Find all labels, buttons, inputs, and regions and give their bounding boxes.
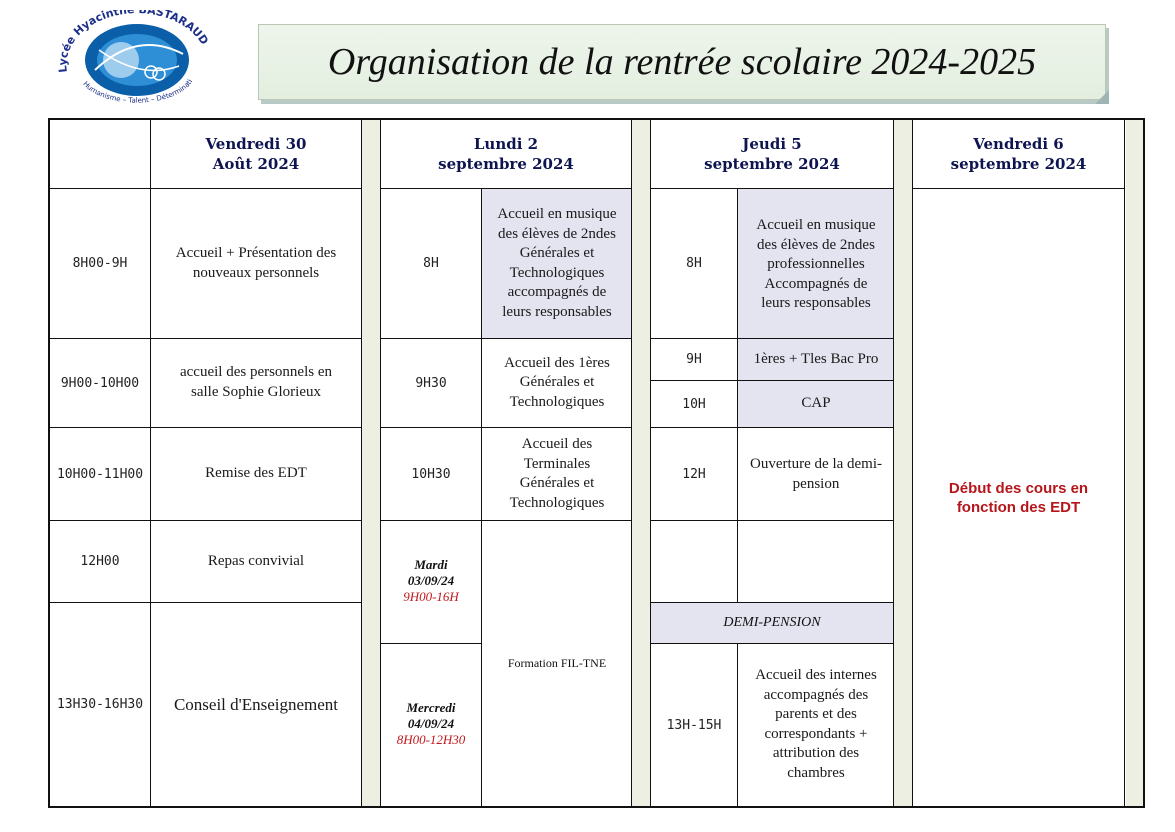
day-header-fri30: Vendredi 30 Août 2024 xyxy=(205,135,307,173)
grid-line xyxy=(1124,118,1125,807)
separator-strip xyxy=(894,118,912,807)
activity-cell: 1ères + Tles Bac Pro xyxy=(753,350,879,367)
title-fold-decoration xyxy=(1095,90,1109,104)
activity-cell: Accueil en musique des élèves de 2ndes professionnelles Accompagnés de leurs responsables xyxy=(756,217,876,311)
time-cell: 13H-15H xyxy=(666,717,722,733)
logo-school-name: Lycée Hyacinth ASTARAUD xyxy=(56,10,211,74)
time-cell: 8H xyxy=(423,256,439,271)
activity-cell: Conseil d'Enseignement xyxy=(173,694,339,714)
activity-cell: Accueil en musique des élèves de 2ndes Générales et Technologiques accompagnés de leurs responsables xyxy=(497,206,617,320)
training-cell: Formation FIL-TNE xyxy=(507,656,607,670)
title-banner xyxy=(258,24,1106,100)
activity-cell: Ouverture de la demi- pension xyxy=(749,456,883,492)
wednesday-cell xyxy=(381,644,481,806)
tuesday-date: 03/09/24 xyxy=(407,573,455,588)
time-cell: 10H xyxy=(682,396,706,412)
activity-cell: Accueil des internes accompagnés des parents et des correspondants + attribution des chambres xyxy=(755,667,877,781)
grid-line xyxy=(48,806,1145,808)
time-cell: 12H xyxy=(682,466,706,482)
time-cell: 9H xyxy=(686,352,702,367)
wednesday-hours: 8H00-12H30 xyxy=(396,732,466,747)
time-cell: 8H00-9H xyxy=(72,256,128,271)
activity-cell: Remise des EDT xyxy=(205,465,307,482)
time-cell: 10H00-11H00 xyxy=(56,466,144,482)
separator-strip xyxy=(362,118,380,807)
wednesday-label: Mercredi xyxy=(406,700,456,715)
day-header-fri6: Vendredi 6 septembre 2024 xyxy=(950,135,1087,173)
lunch-cell: DEMI-PENSION xyxy=(723,615,821,630)
logo-motto: Humanisme – Talent – Déterminati xyxy=(81,77,195,105)
activity-cell: Accueil des 1ères Générales et Technologiques xyxy=(504,354,610,410)
time-cell: 12H00 xyxy=(80,554,120,569)
school-logo xyxy=(55,10,215,110)
course-start-note: Début des cours en fonction des EDT xyxy=(948,479,1089,516)
separator-strip xyxy=(632,118,650,807)
day-header-thu5: Jeudi 5 septembre 2024 xyxy=(704,135,840,173)
time-cell: 8H xyxy=(686,256,702,271)
page-title: Organisation de la rentrée scolaire 2024-2025 xyxy=(327,41,1037,83)
day-header-mon2: Lundi 2 septembre 2024 xyxy=(438,135,574,173)
tuesday-hours: 9H00-16H xyxy=(403,589,459,604)
time-cell: 9H30 xyxy=(415,375,447,391)
tuesday-label: Mardi xyxy=(414,557,448,572)
activity-cell: CAP xyxy=(801,395,831,412)
activity-cell: Accueil des Terminales Générales et Technologiques xyxy=(509,436,605,511)
grid-line xyxy=(1143,118,1145,807)
time-cell: 10H30 xyxy=(411,466,451,482)
time-cell: 9H00-10H00 xyxy=(60,375,140,391)
wednesday-date: 04/09/24 xyxy=(407,716,455,731)
time-cell: 13H30-16H30 xyxy=(56,697,144,712)
grid-line xyxy=(650,520,894,521)
separator-strip xyxy=(1126,118,1144,807)
activity-cell: Repas convivial xyxy=(207,552,305,569)
tuesday-cell xyxy=(381,521,481,643)
activity-cell: Accueil + Présentation des nouveaux personnels xyxy=(175,245,337,281)
grid-line xyxy=(361,118,362,807)
school-logo-emblem xyxy=(55,10,215,110)
activity-cell: accueil des personnels en salle Sophie Glorieux xyxy=(179,364,333,400)
